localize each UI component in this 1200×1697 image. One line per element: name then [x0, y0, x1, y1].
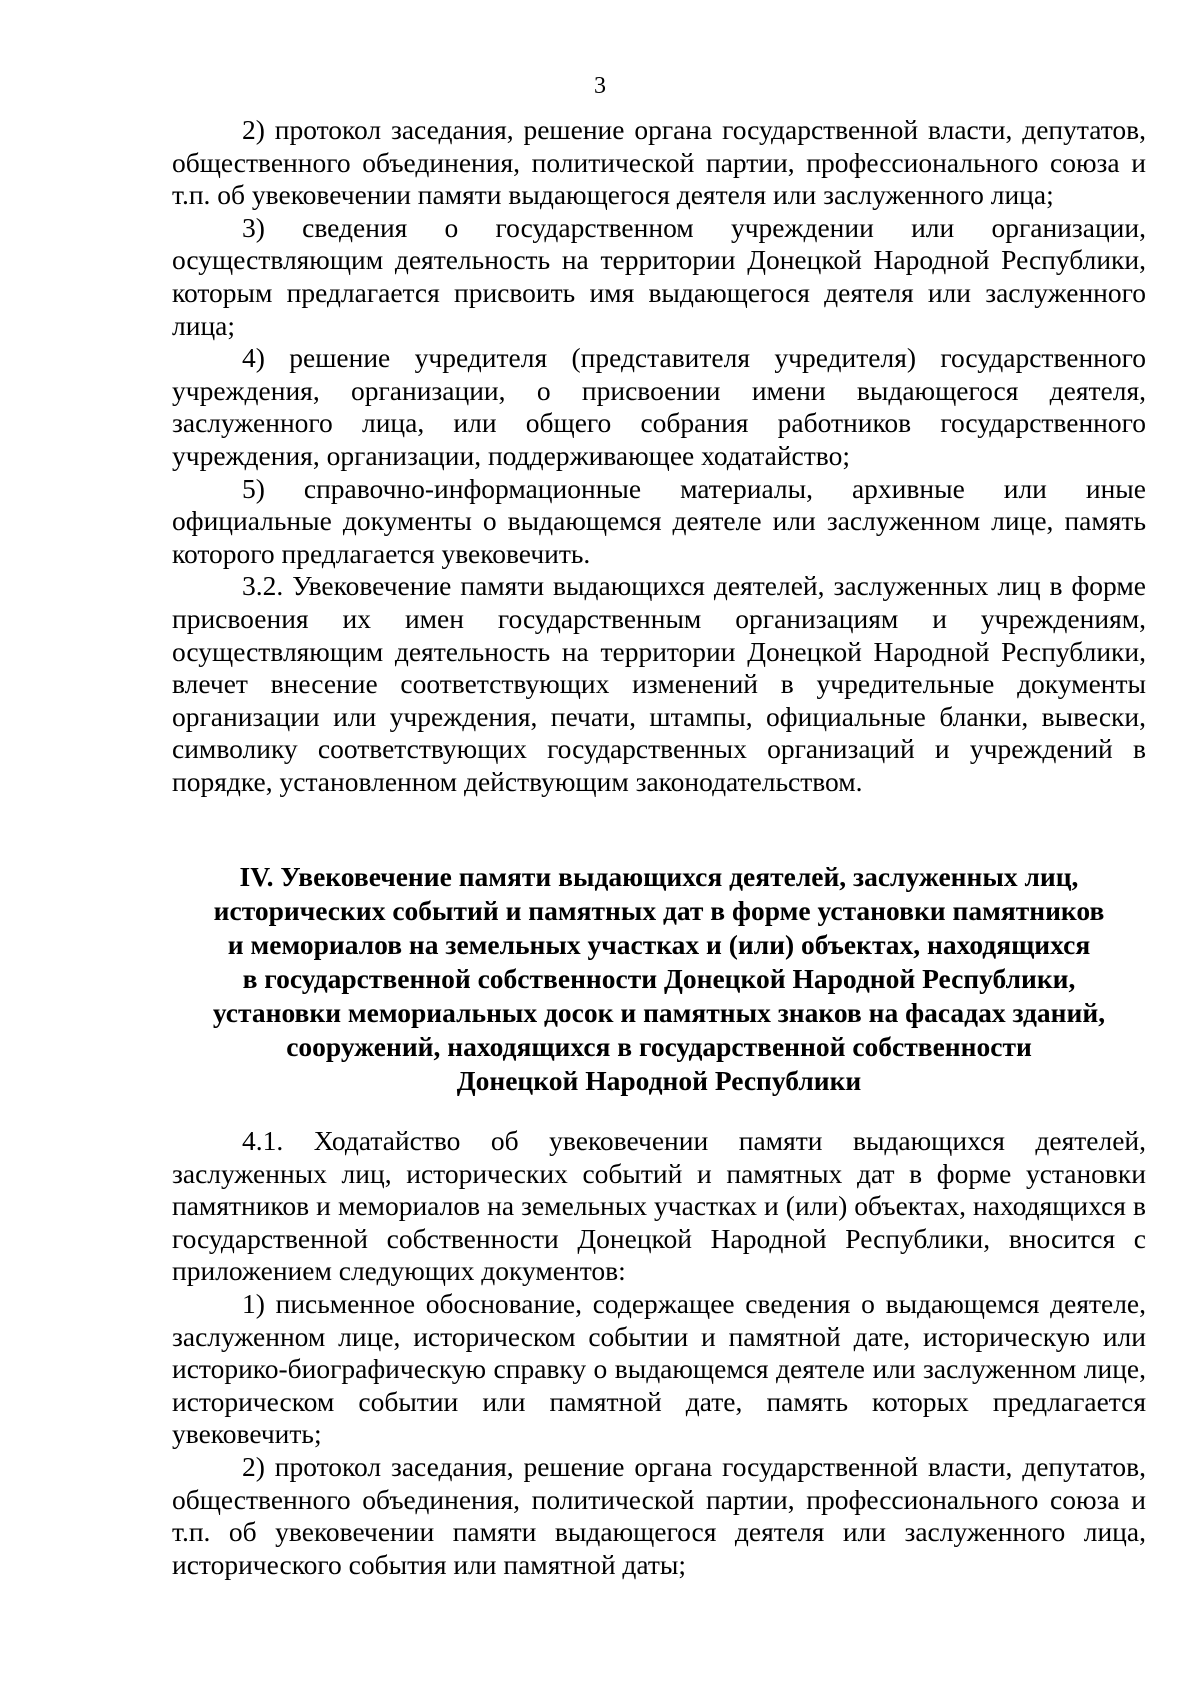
section-heading-line: установки мемориальных досок и памятных знаков на фасадах зданий, [212, 997, 1106, 1028]
section-heading-line: в государственной собственности Донецкой Народной Республики, [242, 963, 1076, 994]
page-number: 3 [594, 73, 606, 99]
section-heading-line: Донецкой Народной Республики [456, 1065, 862, 1096]
list-item-written-justification: 1) письменное обоснование, содержащее сведения о выдающемся деятеле, заслуженном лице, историческом событии и памятной дате, историческую или историко-биографическую справку о выдающемся деятеле или заслуженном лице, историческом событии или памятной дате, память которых предлагается увековечить; [172, 1287, 1146, 1450]
list-item-protocol: 2) протокол заседания, решение органа государственной власти, депутатов, общественного объединения, политической партии, профессионального союза и т.п. об увековечении памяти выдающегося деятеля или заслуженного лица; [172, 114, 1146, 211]
list-item-institution-info: 3) сведения о государственном учреждении или организации, осуществляющим деятельность на территории Донецкой Народной Республики, которым предлагается присвоить имя выдающегося деятеля или заслуженного лица; [172, 211, 1146, 341]
list-item-protocol: 2) протокол заседания, решение органа государственной власти, депутатов, общественного объединения, политической партии, профессионального союза и т.п. об увековечении памяти выдающегося деятеля или заслуженного лица, исторического события или памятной даты; [172, 1450, 1146, 1580]
text-block-upper [172, 114, 1146, 798]
list-item-founder-decision: 4) решение учредителя (представителя учредителя) государственного учреждения, организации, о присвоении имени выдающегося деятеля, заслуженного лица, или общего собрания работников государственного учреждения, организации, поддерживающее ходатайство; [172, 342, 1146, 471]
text-block-lower [172, 1125, 1146, 1581]
section-heading-line: и мемориалов на земельных участках и (или) объектах, находящихся [227, 929, 1091, 960]
paragraph-3-2: 3.2. Увековечение памяти выдающихся деятелей, заслуженных лиц в форме присвоения их имен государственным организациям и учреждениям, осуществляющим деятельность на территории Донецкой Народной Республики, влечет внесение соответствующих изменений в учредительные документы организации или учреждения, печати, штампы, официальные бланки, вывески, символику соответствующих государственных организаций и учреждений в порядке, установленном действующим законодательством. [172, 570, 1146, 797]
section-heading-line: IV. Увековечение памяти выдающихся деятелей, заслуженных лиц, [239, 861, 1079, 892]
paragraph-4-1: 4.1. Ходатайство об увековечении памяти выдающихся деятелей, заслуженных лиц, исторических событий и памятных дат в форме установки памятников и мемориалов на земельных участках и (или) объектах, находящихся в государственной собственности Донецкой Народной Республики, вносится с приложением следующих документов: [172, 1125, 1146, 1287]
section-heading-line: сооружений, находящихся в государственной собственности [286, 1031, 1032, 1062]
section-heading [172, 860, 1146, 1098]
section-heading-line: исторических событий и памятных дат в форме установки памятников [213, 895, 1105, 926]
list-item-reference-materials: 5) справочно-информационные материалы, архивные или иные официальные документы о выдающемся деятеле или заслуженном лице, память которого предлагается увековечить. [172, 472, 1146, 569]
